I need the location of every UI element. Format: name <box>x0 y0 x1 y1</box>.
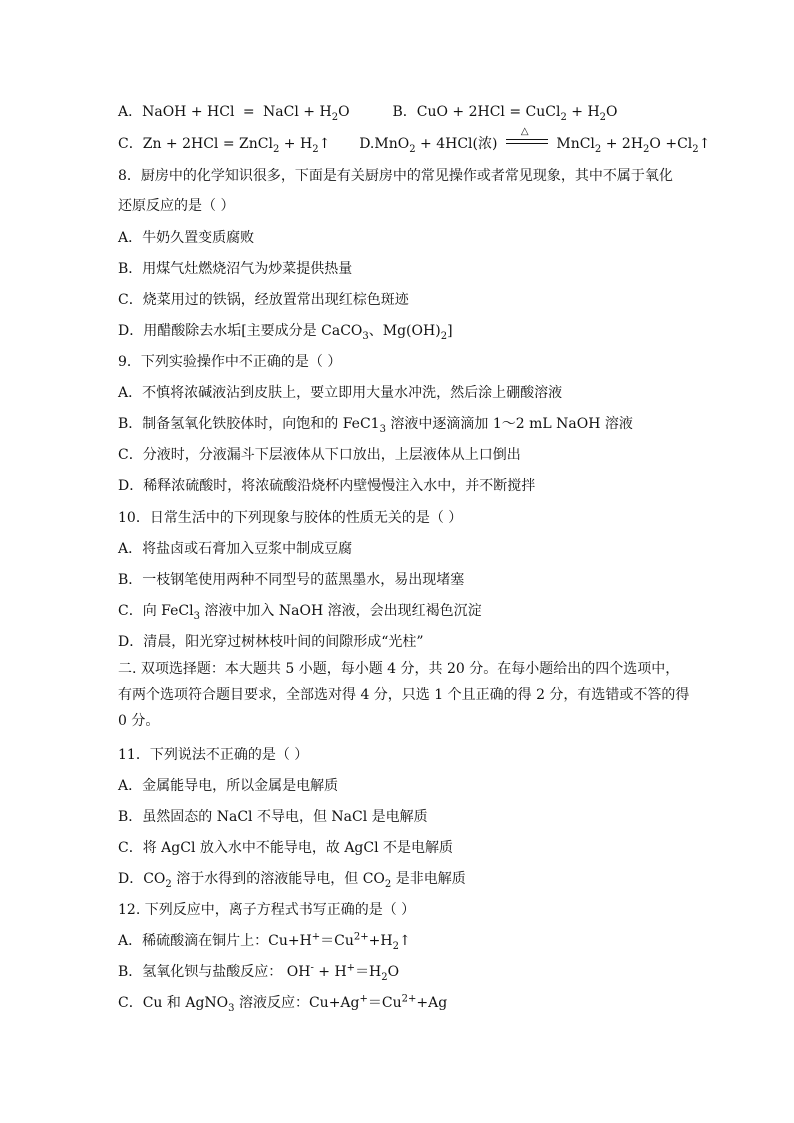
q12-option-a: A．稀硫酸滴在铜片上：$Cu+H^+=Cu^{2+}+H_2↑$ <box>118 931 411 952</box>
q9-option-a: A．不慎将浓碱液沾到皮肤上，要立即用大量水冲洗，然后涂上硼酸溶液 <box>118 385 563 401</box>
q7-option-b: B．CuO + 2HCl = CuCl$_2$ + $H_2O$ <box>392 104 618 123</box>
heating-condition-sign: △ <box>506 135 548 149</box>
section2-instructions-line-2: 有两个选项符合题目要求，全部选对得 4 分，只选 1 个且正确的得 2 分，有选错或不答的得 <box>118 687 690 703</box>
q9-option-b: B．制备氢氧化铁胶体时，向饱和的 $FeC1_3$ 溶液中逐滴滴加 1～2 mL NaOH 溶液 <box>118 416 633 435</box>
q11-option-b: B．虽然固态的 NaCl 不导电，但 NaCl 是电解质 <box>118 809 428 825</box>
q12-stem: 12. 下列反应中，离子方程式书写正确的是（ ） <box>118 902 416 918</box>
q9-option-d: D．稀释浓硫酸时，将浓硫酸沿烧杯内壁慢慢注入水中，并不断搅拌 <box>118 478 536 494</box>
q10-option-c: C．向 FeCl$_3$ 溶液中加入 NaOH 溶液，会出现红褐色沉淀 <box>118 603 482 622</box>
q11-option-a: A．金属能导电，所以金属是电解质 <box>118 778 339 794</box>
q7-options-row-1 <box>118 102 618 122</box>
q10-option-b: B．一枝钢笔使用两种不同型号的蓝黑墨水，易出现堵塞 <box>118 572 465 588</box>
q8-option-a: A．牛奶久置变质腐败 <box>118 230 255 246</box>
q7-option-c: C．Zn + 2HCl = ZnCl$_2$ + $H_2↑$ <box>118 136 331 155</box>
q10-option-a: A．将盐卤或石膏加入豆浆中制成豆腐 <box>118 541 353 557</box>
q8-option-d: D．用醋酸除去水垢[主要成分是 CaCO$_3$、$Mg(OH)_2$] <box>118 323 453 342</box>
q12-option-b: B．氢氧化钡与盐酸反应： $OH^- + H^+=H_2O$ <box>118 962 400 983</box>
q9-option-c: C．分液时，分液漏斗下层液体从下口放出，上层液体从上口倒出 <box>118 447 521 463</box>
q8-stem-line-1: 8．厨房中的化学知识很多，下面是有关厨房中的常见操作或者常见现象，其中不属于氧化 <box>118 168 673 184</box>
q7-option-d: D.MnO$_2$ + 4HCl(浓) △ MnCl$_2$ + $2H_2O$ $+Cl_2↑$ <box>359 126 711 155</box>
q12-option-c: C．Cu 和 AgNO$_3$ 溶液反应：$Cu+Ag^+=Cu^{2+}+Ag$ <box>118 993 448 1014</box>
section2-instructions-line-3: 0 分。 <box>118 713 160 729</box>
q11-option-d: D．$CO_2$ 溶于水得到的溶液能导电，但 $CO_2$ 是非电解质 <box>118 871 466 890</box>
q9-stem: 9．下列实验操作中不正确的是（ ） <box>118 354 342 370</box>
q8-option-b: B．用煤气灶燃烧沼气为炒菜提供热量 <box>118 261 353 277</box>
section2-instructions-line-1: 二. 双项选择题：本大题共 5 小题，每小题 4 分，共 20 分。在每小题给出的四个选项中， <box>118 661 680 677</box>
q10-stem: 10．日常生活中的下列现象与胶体的性质无关的是（ ） <box>118 510 463 526</box>
q8-option-c: C．烧菜用过的铁锅，经放置常出现红棕色斑迹 <box>118 292 409 308</box>
q10-option-d: D．清晨，阳光穿过树林枝叶间的间隙形成“光柱” <box>118 634 424 650</box>
q7-option-a: A．NaOH + HCl = NaCl + $H_2O$ <box>118 104 350 123</box>
q11-stem: 11．下列说法不正确的是（ ） <box>118 747 309 763</box>
q11-option-c: C．将 AgCl 放入水中不能导电，故 AgCl 不是电解质 <box>118 840 454 856</box>
q8-stem-line-2: 还原反应的是（ ） <box>118 198 235 214</box>
q7-options-row-2 <box>118 126 711 155</box>
